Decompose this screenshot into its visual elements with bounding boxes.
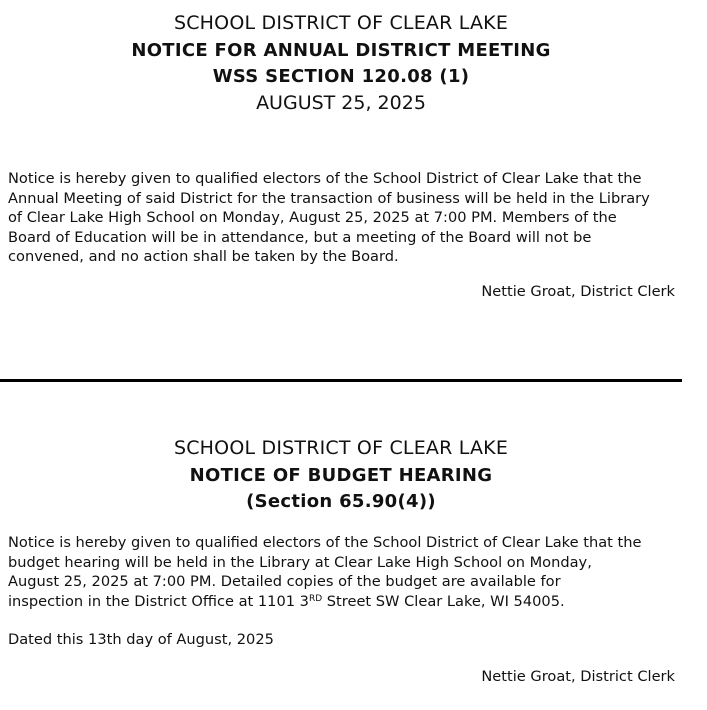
- notice2-body-line: [8, 592, 684, 612]
- notice1-signature: Nettie Groat, District Clerk: [481, 283, 675, 300]
- ordinal-superscript: RD: [308, 593, 323, 604]
- notice1-body-line: convened, and no action shall be taken by the Board.: [8, 248, 399, 266]
- notice2-dated: Dated this 13th day of August, 2025: [8, 631, 274, 648]
- notice2-body-line: budget hearing will be held in the Library at Clear Lake High School on Monday,: [8, 553, 592, 571]
- notice2-district-name: SCHOOL DISTRICT OF CLEAR LAKE: [173, 437, 509, 459]
- notice1-body-line: Notice is hereby given to qualified electors of the School District of Clear Lake that the: [8, 170, 642, 187]
- notice1-section: WSS SECTION 120.08 (1): [212, 66, 470, 87]
- address-text-end: Street SW Clear Lake, WI 54005.: [322, 592, 565, 610]
- section-divider: [0, 379, 682, 382]
- notice1-title: NOTICE FOR ANNUAL DISTRICT MEETING: [131, 40, 551, 61]
- notice2-title: NOTICE OF BUDGET HEARING: [189, 465, 493, 486]
- notice1-district-name: SCHOOL DISTRICT OF CLEAR LAKE: [173, 12, 509, 34]
- notice2-section: (Section 65.90(4)): [246, 491, 436, 512]
- notice2-body: [8, 533, 684, 611]
- notice2-signature: Nettie Groat, District Clerk: [481, 668, 675, 685]
- notice1-body: [8, 169, 684, 267]
- notice1-body-line: of Clear Lake High School on Monday, August 25, 2025 at 7:00 PM. Members of the: [8, 209, 617, 227]
- address-text-start: inspection in the District Office at 1101 3: [8, 592, 309, 610]
- notice1-date: AUGUST 25, 2025: [256, 92, 426, 114]
- notice1-body-line: Annual Meeting of said District for the transaction of business will be held in the Library: [8, 189, 650, 207]
- notice2-body-line: Notice is hereby given to qualified electors of the School District of Clear Lake that the: [8, 534, 642, 551]
- notice1-body-line: Board of Education will be in attendance, but a meeting of the Board will not be: [8, 228, 592, 246]
- notice2-body-line: August 25, 2025 at 7:00 PM. Detailed copies of the budget are available for: [8, 573, 561, 591]
